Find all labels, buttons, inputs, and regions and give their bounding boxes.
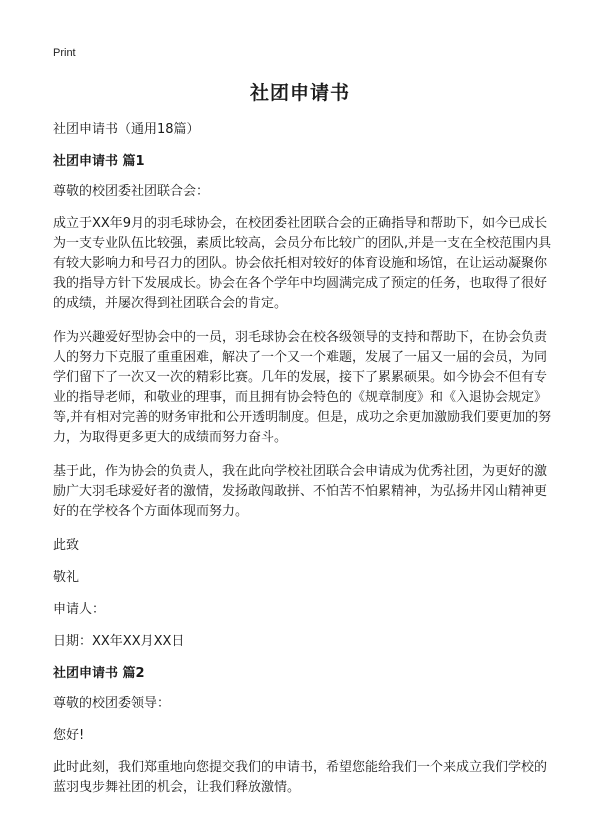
salutation: 尊敬的校团委社团联合会： [53, 184, 210, 199]
closing-text: 此致 [53, 538, 80, 553]
section-heading: 社团申请书 篇2 [53, 666, 145, 681]
date-line: 日期：XX年XX月XX日 [53, 634, 185, 649]
greeting-text: 您好! [53, 728, 85, 743]
regards-text: 敬礼 [53, 570, 80, 585]
body-paragraph: 此时此刻，我们郑重地向您提交我们的申请书，希望您能给我们一个来成立我们学校的蓝羽曳步舞社团的机会，让我们释放激情。 [53, 760, 548, 795]
print-link[interactable]: Print [53, 47, 76, 59]
applicant-line: 申请人： [53, 602, 106, 617]
salutation: 尊敬的校团委领导： [53, 696, 171, 711]
body-paragraph: 成立于XX年9月的羽毛球协会，在校团委社团联合会的正确指导和帮助下，如今已成长为一支专业队伍比较强，素质比较高，会员分布比较广的团队,并是一支在全校范围内具有较大影响力和号召力的团队。协会依托相对较好的体育设施和场馆，在让运动凝聚你我的指导方针下发展成长。协会在各个学年中均圆满完成了预定的任务，也取得了很好的成绩，并屡次得到社团联合会的肯定。 [53, 216, 552, 311]
body-paragraph: 作为兴趣爱好型协会中的一员，羽毛球协会在校各级领导的支持和帮助下，在协会负责人的努力下克服了重重困难，解决了一个又一个难题，发展了一届又一届的会员，为同学们留下了一次又一次的精彩比赛。几年的发展，接下了累累硕果。如今协会不但有专业的指导老师，和敬业的理事，而且拥有协会特色的《规章制度》和《入退协会规定》等,并有相对完善的财务审批和公开透明制度。但是，成功之余更加激励我们要更加的努力，为取得更多更大的成绩而努力奋斗。 [53, 330, 552, 445]
body-paragraph: 基于此，作为协会的负责人，我在此向学校社团联合会申请成为优秀社团，为更好的激励广大羽毛球爱好者的激情，发扬敢闯敢拼、不怕苦不怕累精神，为弘扬井冈山精神更好的在学校各个方面体现而努力。 [53, 464, 548, 519]
document-content [53, 120, 553, 812]
section-heading: 社团申请书 篇1 [53, 154, 145, 169]
document-subtitle: 社团申请书（通用18篇） [53, 122, 200, 137]
document-title: 社团申请书 [249, 82, 350, 104]
